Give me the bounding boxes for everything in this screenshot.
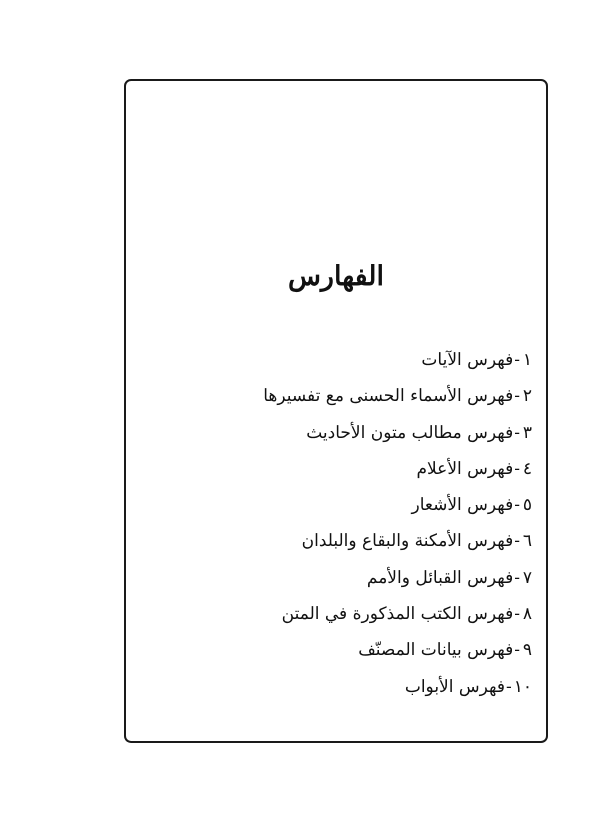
item-number: ٧ (522, 567, 532, 588)
item-dash: - (514, 422, 520, 443)
item-number: ٩ (522, 640, 532, 661)
item-label: فهرس الكتب المذكورة في المتن (281, 604, 514, 625)
item-label: فهرس الآيات (421, 350, 514, 370)
item-number: ١٠ (513, 676, 532, 697)
item-dash: - (514, 604, 520, 625)
page-title: الفهارس (287, 261, 385, 292)
list-item (263, 345, 532, 381)
item-label: فهرس الأمكنة والبقاع والبلدان (301, 531, 514, 552)
item-label: فهرس القبائل والأمم (366, 567, 514, 588)
list-item (263, 381, 532, 417)
item-label: فهرس الأبواب (404, 676, 505, 697)
index-list (263, 345, 532, 708)
item-label: فهرس الأسماء الحسنى مع تفسيرها (263, 386, 514, 407)
item-number: ٢ (522, 386, 532, 407)
item-number: ٤ (522, 458, 532, 479)
item-label: فهرس مطالب متون الأحاديث (306, 422, 514, 443)
item-dash: - (514, 531, 520, 552)
page-frame (124, 79, 548, 743)
item-number: ٨ (522, 604, 532, 625)
list-item (263, 526, 532, 562)
list-item (263, 490, 532, 526)
item-label: فهرس الأشعار (411, 495, 514, 516)
list-item (263, 454, 532, 490)
item-number: ٣ (522, 422, 532, 443)
item-number: ١ (522, 350, 532, 370)
list-item (263, 599, 532, 635)
item-dash: - (514, 567, 520, 588)
item-number: ٥ (522, 495, 532, 516)
item-number: ٦ (522, 531, 532, 552)
list-item (263, 418, 532, 454)
item-dash: - (505, 676, 512, 697)
item-label: فهرس الأعلام (416, 458, 514, 479)
list-item (263, 635, 532, 671)
item-label: فهرس بيانات المصنّف (358, 640, 514, 661)
list-item (263, 563, 532, 599)
item-dash: - (514, 458, 520, 479)
item-dash: - (514, 495, 520, 516)
item-dash: - (514, 640, 520, 661)
item-dash: - (514, 350, 520, 370)
item-dash: - (514, 386, 520, 407)
list-item (263, 672, 532, 708)
